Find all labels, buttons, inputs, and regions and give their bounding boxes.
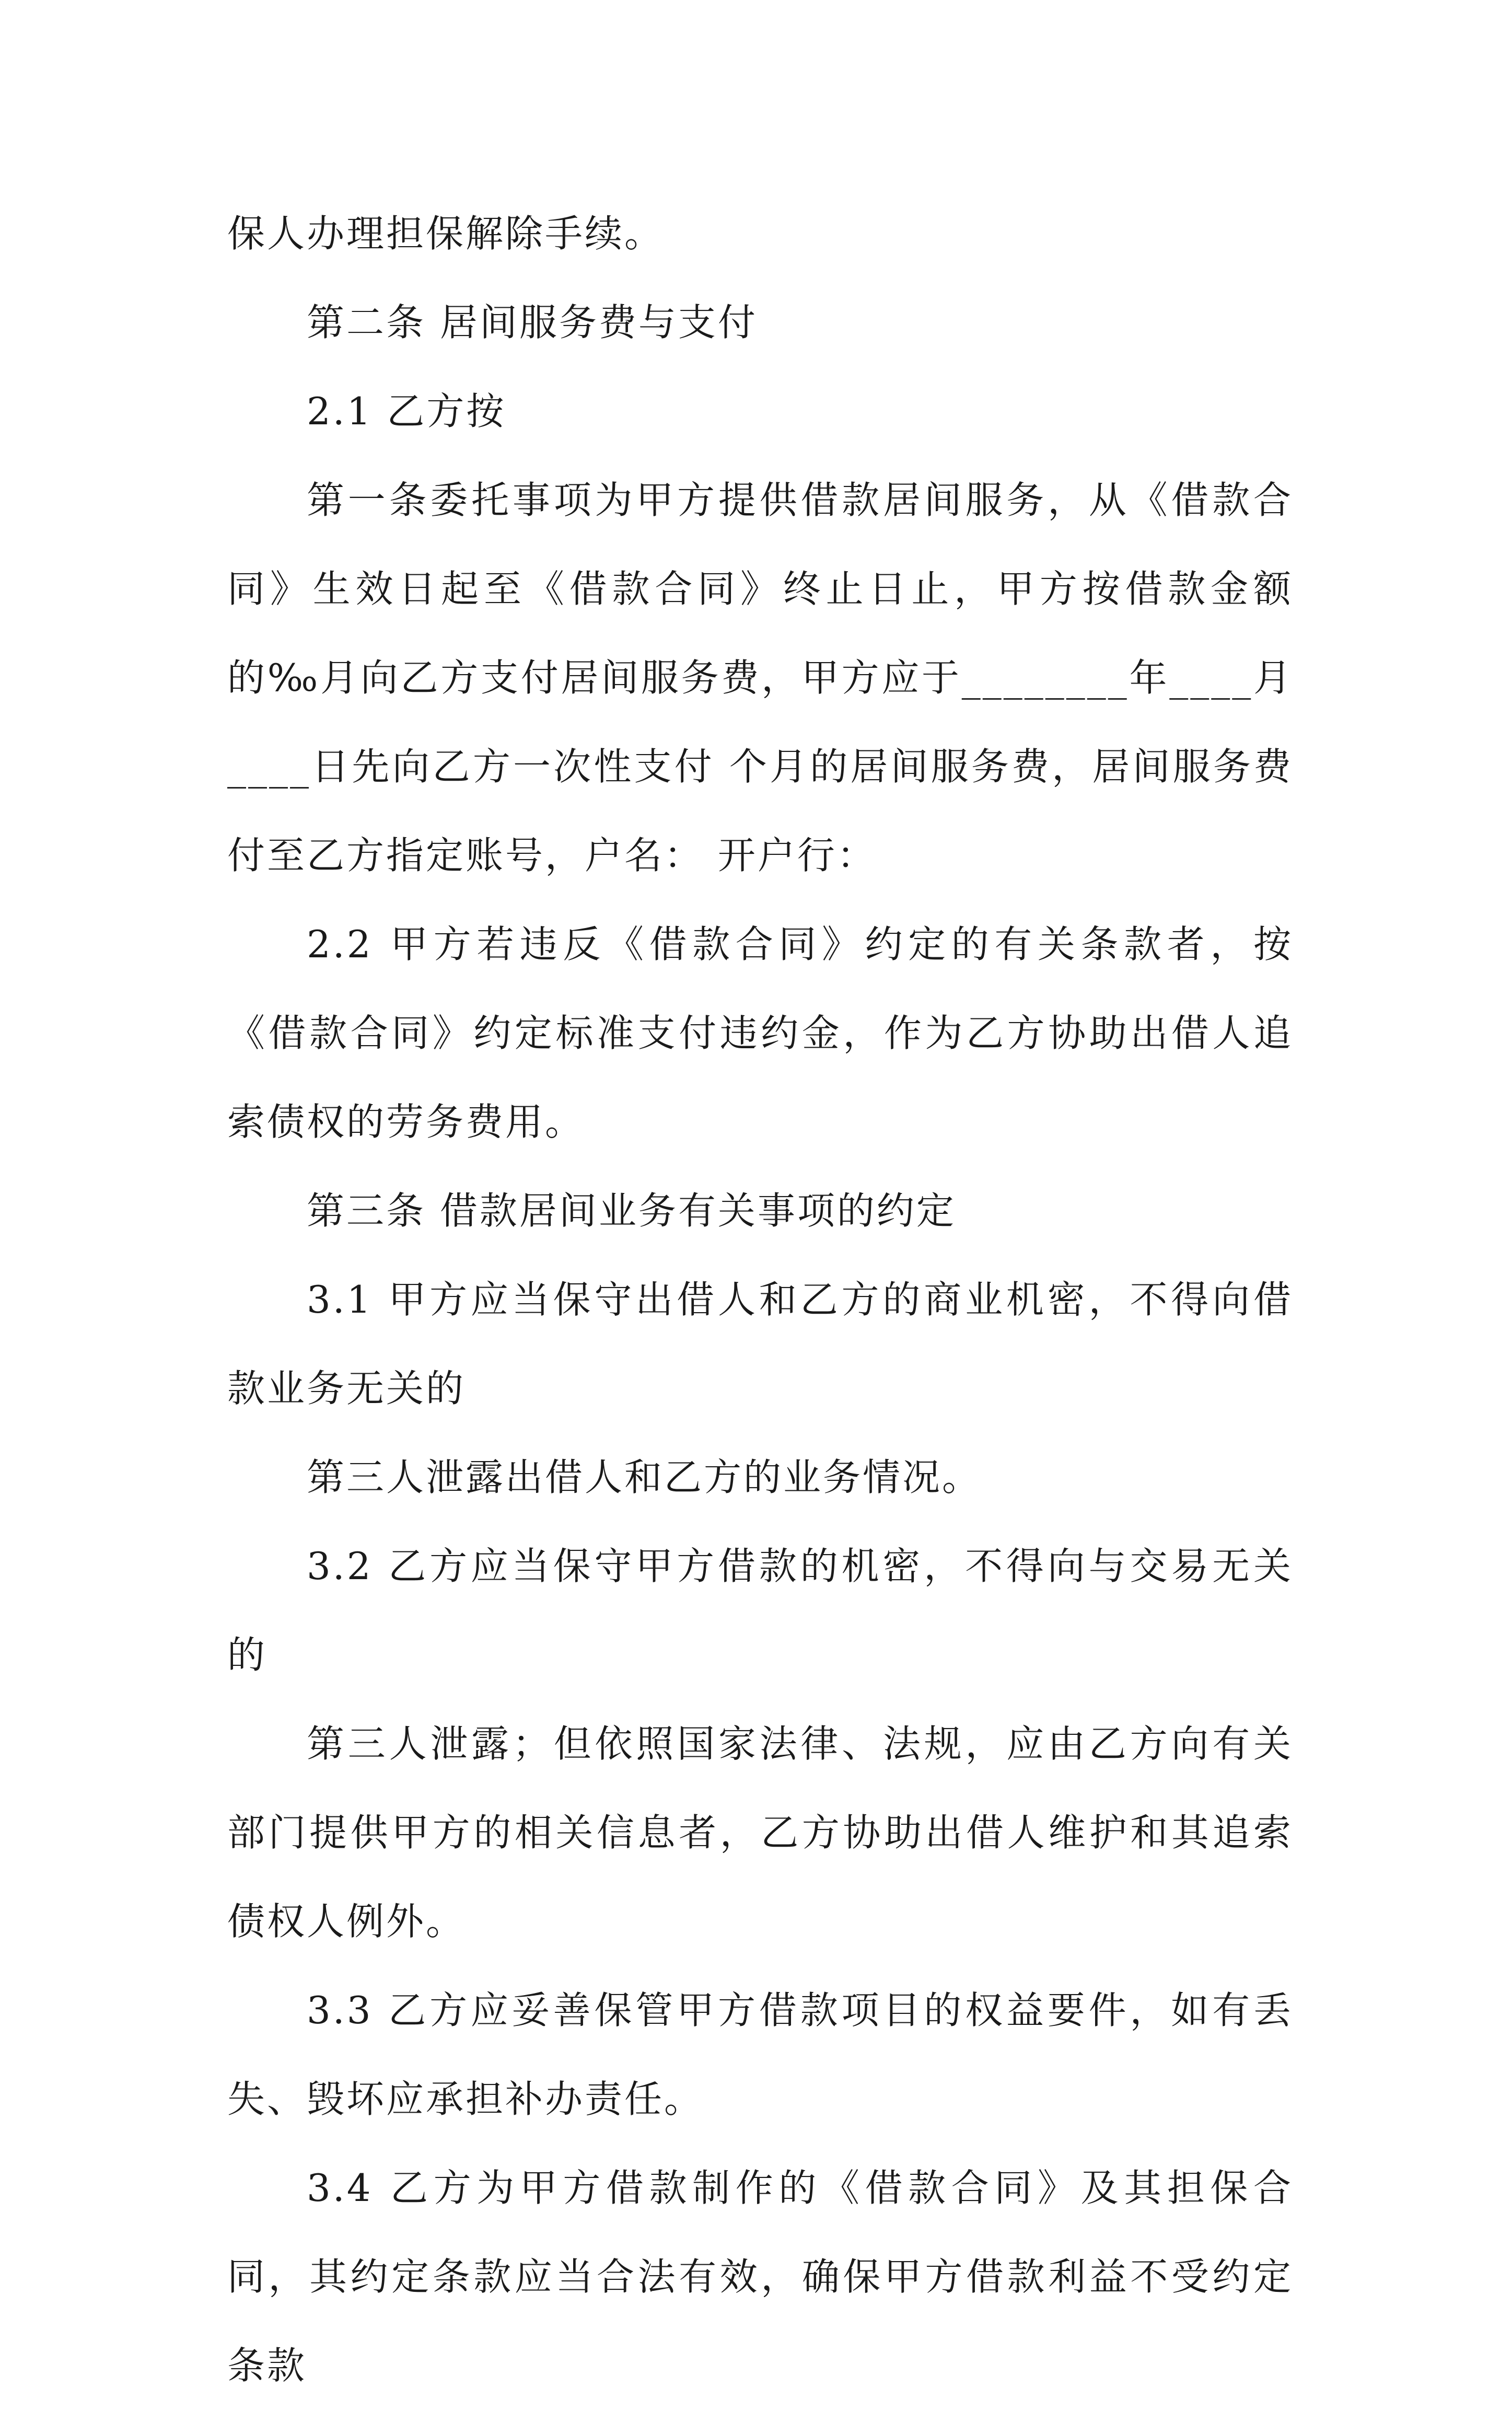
section-heading-2: 第二条 居间服务费与支付 — [307, 300, 758, 344]
paragraph-2-1-body: 第一条委托事项为甲方提供借款居间服务，从《借款合同》生效日起至《借款合同》终止日止，甲方按借款金额的‰月向乙方支付居间服务费，甲方应于________年____月____日先向乙方一次性支付 个月的居间服务费，居间服务费付至乙方指定账号，户名： 开户行： — [227, 478, 1293, 877]
paragraph-3-2: 3.2 乙方应当保守甲方借款的机密，不得向与交易无关的 — [227, 1544, 1293, 1677]
paragraph-3-1-cont: 第三人泄露出借人和乙方的业务情况。 — [307, 1455, 982, 1499]
paragraph-3-2-cont: 第三人泄露；但依照国家法律、法规，应由乙方向有关部门提供甲方的相关信息者，乙方协助出借人维护和其追索债权人例外。 — [227, 1722, 1293, 1943]
paragraph-1: 保人办理担保解除手续。 — [227, 212, 665, 256]
section-heading-3: 第三条 借款居间业务有关事项的约定 — [307, 1189, 956, 1233]
paragraph-3-3: 3.3 乙方应妥善保管甲方借款项目的权益要件，如有丢失、毁坏应承担补办责任。 — [227, 1988, 1293, 2121]
paragraph-2-2: 2.2 甲方若违反《借款合同》约定的有关条款者，按《借款合同》约定标准支付违约金，作为乙方协助出借人追索债权的劳务费用。 — [227, 922, 1293, 1144]
document-body — [227, 189, 1293, 2410]
paragraph-2-1: 2.1 乙方按 — [307, 389, 506, 433]
paragraph-3-4: 3.4 乙方为甲方借款制作的《借款合同》及其担保合同，其约定条款应当合法有效，确保甲方借款利益不受约定条款 — [227, 2166, 1293, 2388]
paragraph-3-1: 3.1 甲方应当保守出借人和乙方的商业机密，不得向借款业务无关的 — [227, 1278, 1293, 1410]
